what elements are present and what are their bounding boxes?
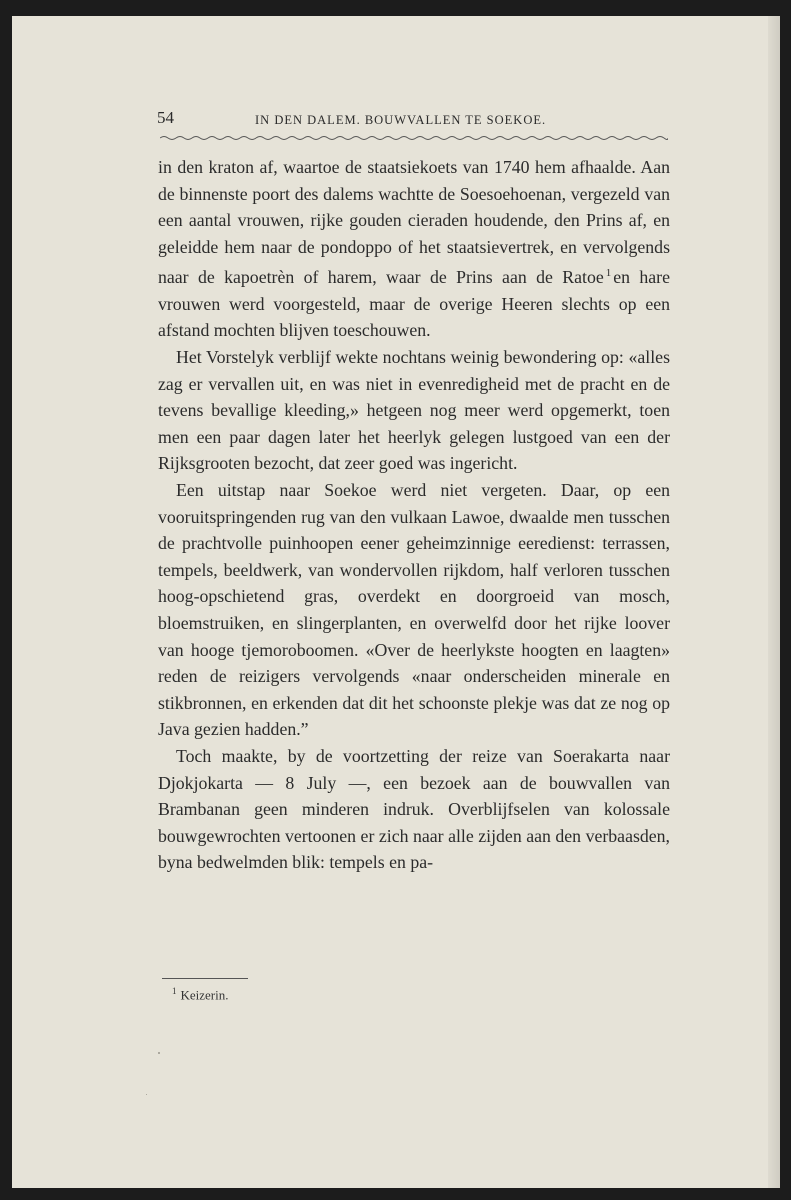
running-head: IN DEN DALEM. BOUWVALLEN TE SOEKOE. — [255, 113, 547, 127]
footnote-text: Keizerin. — [180, 987, 229, 1003]
footnote-marker: 1 — [172, 986, 177, 996]
paragraph-4: Toch maakte, by de voortzetting der reize van Soerakarta naar Djokjokarta — 8 July —, een bezoek aan de bouwvallen van Brambanan geen minderen indruk. Overblijfselen van kolossale bouwgewrochten vertoonen er zich naar alle zijden aan den verbaasden, byna bedwelmden blik: tempels en pa- — [158, 745, 670, 873]
paragraph-2: Het Vorstelyk verblijf wekte nochtans weinig bewondering op: «alles zag er vervallen uit, en was niet in evenredigheid met de pracht en de tevens bevallige kleeding,» hetgeen nog meer werd opgemerkt, toen men een paar dagen later het heerlyk gelegen lustgoed van een der Rijksgrooten bezocht, dat zeer goed was ingericht. — [158, 347, 670, 474]
header-wavy-rule — [160, 134, 668, 142]
paragraph-1-text: in den kraton af, waartoe de staatsiekoets van 1740 hem afhaalde. Aan de binnenste poort des dalems wachtte de Soesoehoenan, vergezeld van een aantal vrouwen, rijke gouden cieraden houdende, den Prins af, en geleidde hem naar de pondoppo of het staatsievertrek, en vervolgends naar de kapoetrèn of harem, waar de Prins aan de Ratoe — [158, 157, 670, 288]
page-edge-shadow — [768, 16, 780, 1188]
footnote — [172, 986, 229, 1003]
page-header — [157, 108, 667, 130]
paragraph-1 — [158, 154, 670, 344]
footnote-reference: 1 — [605, 267, 612, 280]
paper-speck — [158, 1052, 160, 1054]
page-number: 54 — [157, 108, 174, 127]
paragraph-1-continuation: en hare vrouwen werd voorgesteld, maar de overige Heeren slechts op een afstand mochten blijven toeschouwen. — [158, 267, 670, 341]
body-text — [158, 154, 670, 876]
paper-speck — [146, 1094, 147, 1095]
paragraph-3: Een uitstap naar Soekoe werd niet vergeten. Daar, op een vooruitspringenden rug van den vulkaan Lawoe, dwaalde men tusschen de prachtvolle puinhoopen eener geheimzinnige eeredienst: terrassen, tempels, beeldwerk, van wondervollen rijkdom, half verloren tusschen hoog-opschietend gras, overdekt en doorgroeid van mosch, bloemstruiken, en slingerplanten, en overwelfd door het rijke loover van hooge tjemoroboomen. «Over de heerlykste hoogten en laagten» reden de reizigers vervolgends «naar onderscheiden minerale en stikbronnen, en erkenden dat dit het schoonste plekje was dat ze nog op Java gezien hadden.” — [158, 480, 670, 740]
footnote-rule — [162, 978, 248, 979]
